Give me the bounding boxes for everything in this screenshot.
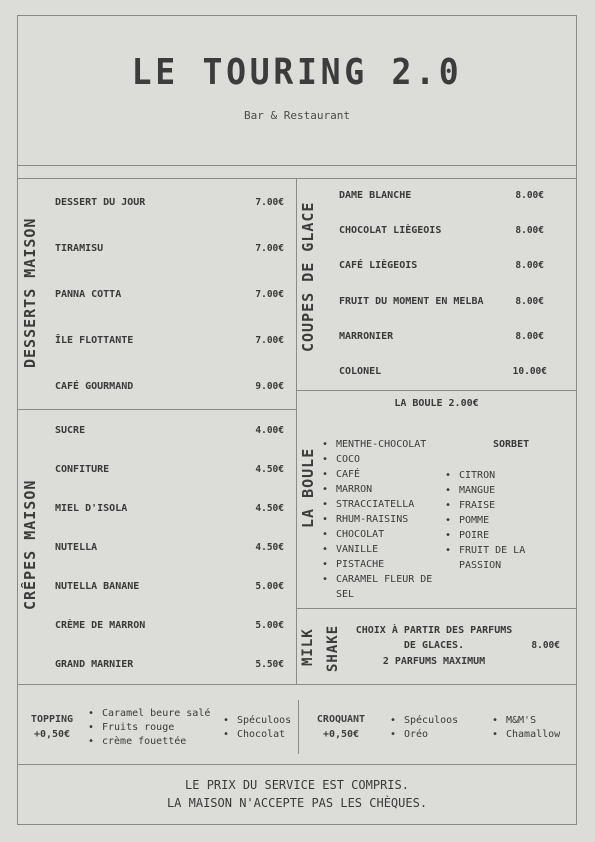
crepe-item-name: SUCRE — [55, 425, 86, 436]
desserts-section-label: DESSERTS MAISON — [21, 217, 39, 368]
coupes-boule-divider — [296, 390, 577, 391]
crepe-item-name: NUTELLA — [55, 542, 98, 553]
coupe-item-price: 8.00€ — [515, 260, 544, 271]
coupe-item-name: FRUIT DU MOMENT EN MELBA — [339, 296, 484, 307]
sorbet-flavor: • CITRON — [445, 468, 545, 483]
cream-flavor: • CAFÉ — [322, 467, 452, 482]
croquant-list-2 — [492, 714, 572, 742]
footer-divider — [17, 764, 577, 765]
dessert-item-name: DESSERT DU JOUR — [55, 197, 146, 208]
sorbet-flavor: • POMME — [445, 513, 545, 528]
crepe-item-price: 5.50€ — [255, 659, 284, 670]
croquant-label: CROQUANT — [316, 714, 366, 725]
topping-price: +0,50€ — [33, 729, 71, 740]
boule-milkshake-divider — [296, 608, 577, 609]
croquant-option: • M&M'S — [492, 714, 572, 728]
dessert-item-name: CAFÉ GOURMAND — [55, 381, 134, 392]
dessert-item-price: 7.00€ — [255, 335, 284, 346]
cream-flavor: • MARRON — [322, 482, 452, 497]
footer-service-note: LE PRIX DU SERVICE EST COMPRIS. — [185, 778, 409, 792]
cream-flavor: • PISTACHE — [322, 557, 452, 572]
topping-option: • Chocolat — [223, 728, 298, 742]
milkshake-line2: DE GLACES. — [403, 640, 465, 651]
boule-sorbet-list — [445, 468, 545, 573]
header-divider-1 — [17, 165, 577, 166]
milkshake-price: 8.00€ — [531, 640, 560, 651]
croquant-price: +0,50€ — [322, 729, 360, 740]
topping-option: • crème fouettée — [88, 735, 223, 749]
coupe-item-name: CHOCOLAT LIÈGEOIS — [339, 225, 442, 236]
cream-flavor: • CARAMEL FLEUR DE SEL — [322, 572, 452, 602]
crepe-item-price: 4.50€ — [255, 503, 284, 514]
crepe-item-price: 5.00€ — [255, 620, 284, 631]
menu-frame — [17, 15, 577, 825]
cream-flavor: • CHOCOLAT — [322, 527, 452, 542]
topping-option: • Caramel beure salé — [88, 707, 223, 721]
crepe-item-price: 4.50€ — [255, 542, 284, 553]
milkshake-label-line1: MILK — [300, 628, 316, 666]
toppings-top-divider — [17, 684, 577, 685]
coupe-item-price: 8.00€ — [515, 225, 544, 236]
topping-option: • Fruits rouge — [88, 721, 223, 735]
restaurant-subtitle: Bar & Restaurant — [244, 109, 350, 122]
milkshake-line1: CHOIX À PARTIR DES PARFUMS — [355, 625, 513, 636]
topping-list-2 — [223, 714, 298, 742]
crepe-item-name: CONFITURE — [55, 464, 110, 475]
coupe-item-price: 8.00€ — [515, 331, 544, 342]
crepe-item-name: CRÈME DE MARRON — [55, 620, 146, 631]
desserts-crepes-divider — [17, 409, 296, 410]
dessert-item-price: 9.00€ — [255, 381, 284, 392]
coupe-item-price: 10.00€ — [512, 366, 547, 377]
cream-flavor: • STRACCIATELLA — [322, 497, 452, 512]
dessert-item-price: 7.00€ — [255, 289, 284, 300]
sorbet-flavor: • POIRE — [445, 528, 545, 543]
boule-section-label: LA BOULE — [299, 447, 317, 528]
coupe-item-name: MARRONIER — [339, 331, 394, 342]
sorbet-flavor: • FRUIT DE LA PASSION — [445, 543, 545, 573]
cream-flavor: • COCO — [322, 452, 452, 467]
milkshake-line3: 2 PARFUMS MAXIMUM — [382, 656, 486, 667]
coupes-section-label: COUPES DE GLACE — [299, 201, 317, 352]
cream-flavor: • RHUM-RAISINS — [322, 512, 452, 527]
coupe-item-price: 8.00€ — [515, 296, 544, 307]
dessert-item-name: TIRAMISU — [55, 243, 104, 254]
topping-label: TOPPING — [30, 714, 74, 725]
dessert-item-price: 7.00€ — [255, 197, 284, 208]
croquant-list-1 — [390, 714, 485, 742]
boule-heading: LA BOULE 2.00€ — [394, 398, 479, 409]
crepes-section-label: CRÊPES MAISON — [21, 479, 39, 610]
coupe-item-name: DAME BLANCHE — [339, 190, 412, 201]
milkshake-label-line2: SHAKE — [325, 624, 341, 672]
croquant-option: • Oréo — [390, 728, 485, 742]
topping-list-1 — [88, 707, 223, 749]
crepe-item-price: 4.50€ — [255, 464, 284, 475]
sorbet-flavor: • FRAISE — [445, 498, 545, 513]
croquant-option: • Spéculoos — [390, 714, 485, 728]
crepe-item-name: MIEL D'ISOLA — [55, 503, 128, 514]
toppings-center-divider — [298, 700, 299, 754]
croquant-option: • Chamallow — [492, 728, 572, 742]
sorbet-flavor: • MANGUE — [445, 483, 545, 498]
sorbet-heading: SORBET — [493, 439, 530, 450]
coupe-item-price: 8.00€ — [515, 190, 544, 201]
cream-flavor: • MENTHE-CHOCOLAT — [322, 437, 452, 452]
dessert-item-name: PANNA COTTA — [55, 289, 122, 300]
crepe-item-price: 4.00€ — [255, 425, 284, 436]
crepe-item-price: 5.00€ — [255, 581, 284, 592]
boule-cream-list — [322, 437, 452, 602]
coupe-item-name: CAFÉ LIÈGEOIS — [339, 260, 418, 271]
header-divider-2 — [17, 178, 577, 179]
dessert-item-name: ÎLE FLOTTANTE — [55, 335, 134, 346]
dessert-item-price: 7.00€ — [255, 243, 284, 254]
crepe-item-name: GRAND MARNIER — [55, 659, 134, 670]
restaurant-title: LE TOURING 2.0 — [131, 52, 463, 93]
topping-option: • Spéculoos — [223, 714, 298, 728]
crepe-item-name: NUTELLA BANANE — [55, 581, 140, 592]
footer-payment-note: LA MAISON N'ACCEPTE PAS LES CHÈQUES. — [166, 796, 428, 810]
cream-flavor: • VANILLE — [322, 542, 452, 557]
coupe-item-name: COLONEL — [339, 366, 382, 377]
